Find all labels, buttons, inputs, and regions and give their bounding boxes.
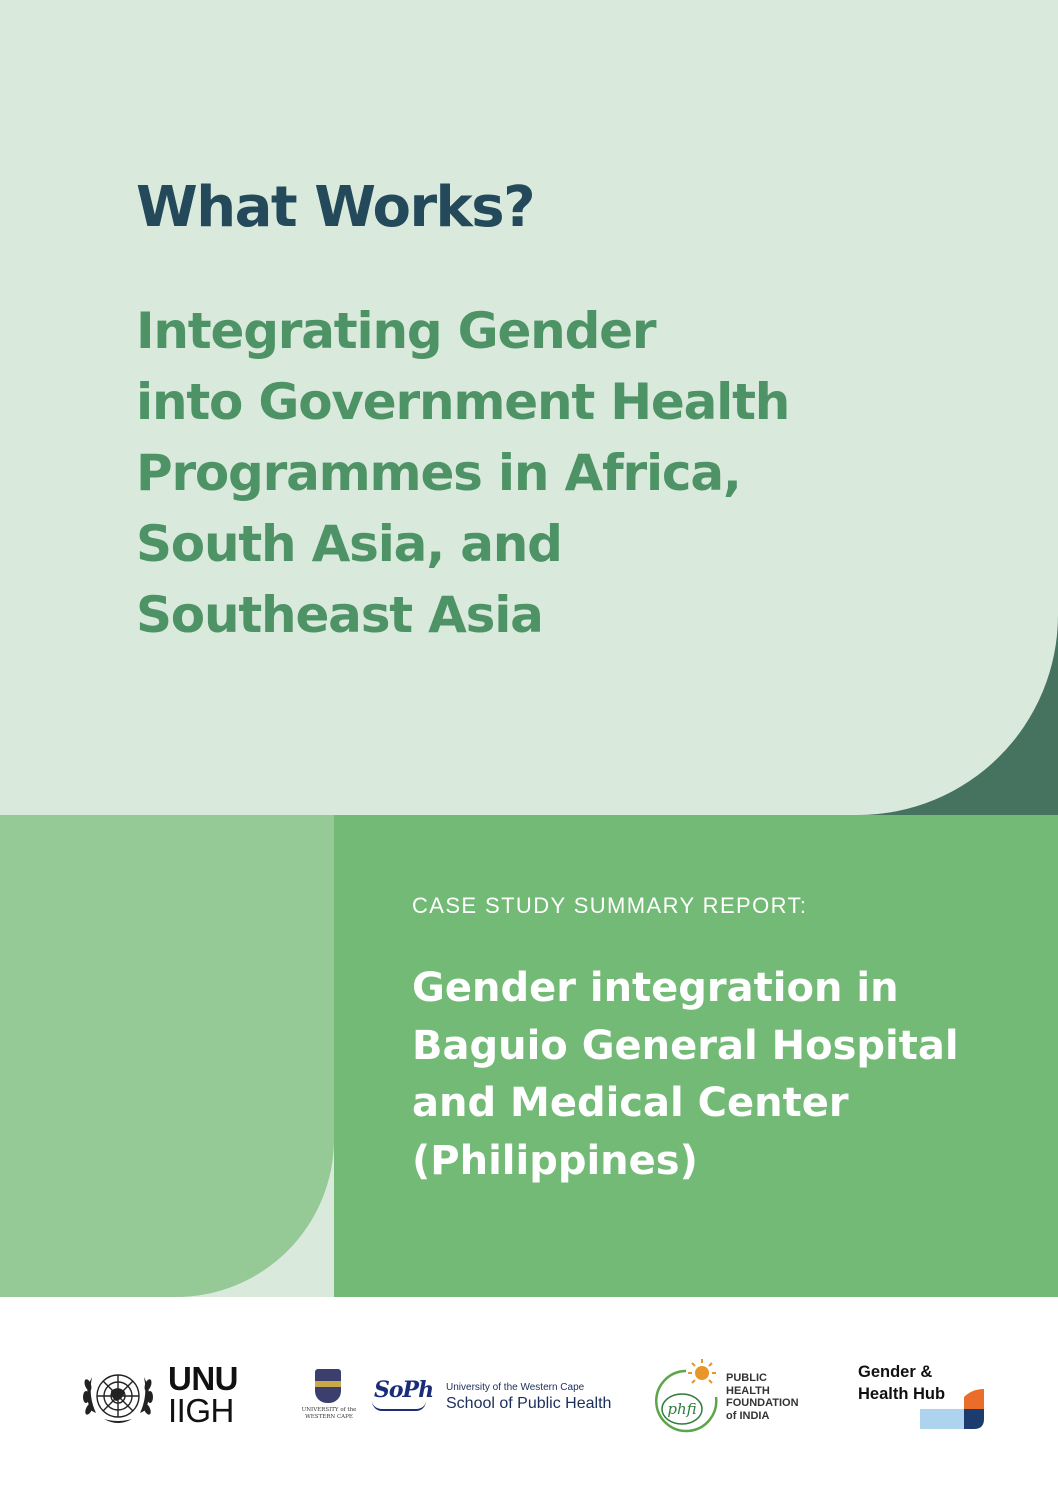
case-study-title xyxy=(412,960,959,1190)
ghh-line1: Gender & xyxy=(858,1363,933,1381)
sph-line2: School of Public Health xyxy=(446,1395,612,1412)
sph-line1: University of the Western Cape xyxy=(446,1382,585,1393)
uwc-crest-icon xyxy=(315,1369,341,1403)
uwc-wordmark xyxy=(298,1407,360,1421)
case-title-line: (Philippines) xyxy=(412,1137,698,1184)
soph-logo-mark: SoPh xyxy=(374,1377,434,1403)
phfi-logo xyxy=(642,1357,812,1437)
un-emblem-icon xyxy=(78,1363,158,1429)
uwc-line2: WESTERN CAPE xyxy=(305,1414,353,1420)
uwc-line1: UNIVERSITY of the xyxy=(301,1407,357,1413)
school-of-public-health-wordmark xyxy=(446,1382,611,1414)
report-type-label: CASE STUDY SUMMARY REPORT: xyxy=(412,893,808,918)
unu-iigh-logo xyxy=(78,1360,238,1434)
subtitle-line: Southeast Asia xyxy=(136,586,543,644)
cover-title: What Works? xyxy=(136,175,535,240)
phfi-line: PUBLIC xyxy=(726,1372,767,1384)
case-title-line: Baguio General Hospital xyxy=(412,1022,959,1069)
lower-left-panel xyxy=(0,815,334,1297)
phfi-line: HEALTH xyxy=(726,1384,770,1397)
phfi-emblem-icon xyxy=(642,1357,726,1437)
subtitle-line: South Asia, and xyxy=(136,515,562,573)
soph-swoosh-icon xyxy=(372,1401,426,1411)
subtitle-line: into Government Health xyxy=(136,373,790,431)
phfi-wordmark xyxy=(726,1372,799,1422)
phfi-line: of INDIA xyxy=(726,1409,770,1422)
unu-wordmark xyxy=(168,1360,238,1429)
ghh-line2: Health Hub xyxy=(858,1385,946,1403)
subtitle-line: Integrating Gender xyxy=(136,302,656,360)
case-title-line: and Medical Center xyxy=(412,1080,849,1126)
phfi-line: FOUNDATION xyxy=(726,1397,799,1409)
case-title-line: Gender integration in xyxy=(412,965,899,1011)
partner-logos xyxy=(0,1297,1058,1497)
unu-line2: IIGH xyxy=(168,1392,234,1429)
ghh-shapes-icon xyxy=(920,1385,984,1429)
gender-health-hub-logo xyxy=(858,1361,988,1433)
phfi-mark-text: phfi xyxy=(667,1400,697,1418)
unu-line1: UNU xyxy=(168,1360,238,1397)
uwc-logo xyxy=(298,1369,360,1429)
subtitle-line: Programmes in Africa, xyxy=(136,444,741,502)
cover-subtitle xyxy=(136,296,789,651)
